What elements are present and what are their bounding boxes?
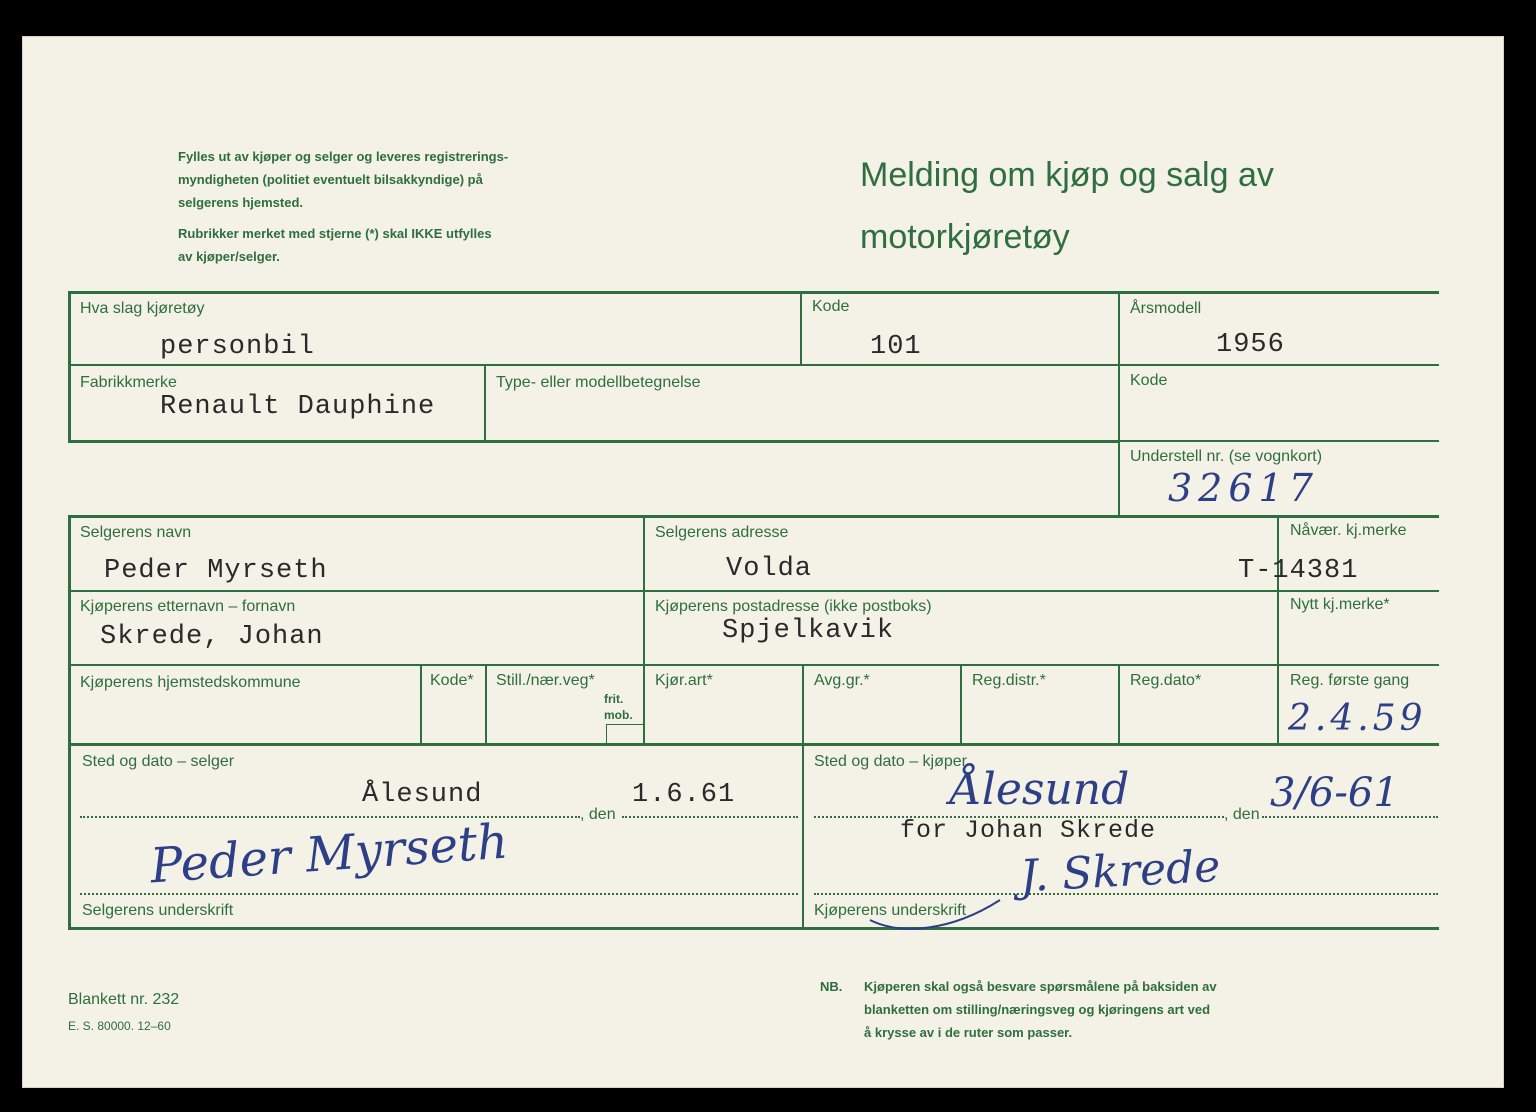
firstreg-value: 2.4.59 [1288,698,1427,739]
fee-label: Avg.gr.* [814,672,870,689]
code2-label: Kode [1130,372,1168,389]
chassis-value: 32617 [1168,466,1319,510]
signature-flourish [860,880,1060,940]
make-value: Renault Dauphine [160,392,436,422]
chassis-label: Understell nr. (se vognkort) [1130,448,1323,465]
buyer-postal-label: Kjøperens postadresse (ikke postboks) [655,598,932,615]
buyer-name-value: Skrede, Johan [100,622,324,652]
seller-address-label: Selgerens adresse [655,524,789,541]
nb-label: NB. [820,979,843,994]
year-label: Årsmodell [1130,300,1202,317]
rule [68,291,1439,294]
instructions-line: Fylles ut av kjøper og selger og leveres registrerings- [178,149,509,164]
municipality-label: Kjøperens hjemstedskommune [80,674,301,691]
buyer-den: , den [1224,806,1260,823]
rule [1118,291,1120,515]
regdate-label: Reg.dato* [1130,672,1202,689]
buyer-place-label: Sted og dato – kjøper [814,753,967,770]
buyer-postal-value: Spjelkavik [722,616,895,646]
rule [960,666,962,745]
rule [68,664,1439,666]
frit-label: frit. [604,692,624,706]
row4-code-label: Kode* [430,672,474,689]
seller-name-label: Selgerens navn [80,524,192,541]
seller-signature: Peder Myrseth [148,813,510,895]
year-value: 1956 [1216,330,1285,360]
rule [1120,440,1439,442]
rule [606,724,643,725]
rule [68,440,1120,443]
rule [1277,515,1279,745]
rule [484,366,486,442]
rule [802,666,804,928]
rule [68,515,71,930]
rule [643,515,645,745]
driving-label: Kjør.art* [655,672,713,689]
rule [420,666,422,745]
instructions-line: myndigheten (politiet eventuelt bilsakkyndige) på [178,172,483,187]
seller-place-value: Ålesund [362,780,483,810]
form-number: Blankett nr. 232 [68,991,180,1008]
rule [606,724,607,744]
seller-name-value: Peder Myrseth [104,556,328,586]
rule [68,743,1439,746]
buyer-date-value: 3/6-61 [1270,770,1399,816]
seller-date-value: 1.6.61 [632,780,736,810]
buyer-signature: J. Skrede [1018,840,1222,903]
instructions-line: selgerens hjemsted. [178,195,303,210]
instructions [178,145,508,268]
print-info: E. S. 80000. 12–60 [68,1019,171,1033]
nb-line: Kjøperen skal også besvare spørsmålene på baksiden av [864,979,1217,994]
code-value: 101 [870,332,922,362]
occupation-label: Still./nær.veg* [496,672,595,689]
new-plate-label: Nytt kj.merke* [1290,596,1390,613]
plate-value: T-14381 [1238,556,1359,586]
rule [68,927,1439,930]
vehicle-type-label: Hva slag kjøretøy [80,300,205,317]
make-label: Fabrikkmerke [80,374,177,391]
nb-line: blanketten om stilling/næringsveg og kjøringens art ved [864,1002,1211,1017]
nb-note [864,975,1217,1044]
title-line-1: Melding om kjøp og salg av [860,156,1274,194]
vehicle-type-value: personbil [160,332,315,362]
seller-sig-label: Selgerens underskrift [82,902,234,919]
instructions-line: Rubrikker merket med stjerne (*) skal IKKE utfylles [178,226,492,241]
rule [485,666,487,745]
buyer-for: for Johan Skrede [900,816,1157,845]
rule [68,364,1439,366]
title-line-2: motorkjøretøy [860,218,1070,256]
firstreg-label: Reg. første gang [1290,672,1410,689]
buyer-sig-label: Kjøperens underskrift [814,902,967,919]
plate-label: Nåvær. kj.merke [1290,522,1407,539]
seller-date-line [622,816,798,818]
seller-sig-line [80,893,798,895]
rule [800,291,802,366]
rule [68,515,1439,518]
seller-place-label: Sted og dato – selger [82,753,235,770]
regdistr-label: Reg.distr.* [972,672,1046,689]
seller-den: , den [580,806,616,823]
buyer-name-label: Kjøperens etternavn – fornavn [80,598,296,615]
code-label: Kode [812,298,850,315]
buyer-place-value: Ålesund [950,764,1130,815]
mob-label: mob. [604,708,633,722]
rule [1118,666,1120,745]
nb-line: å krysse av i de ruter som passer. [864,1025,1073,1040]
seller-address-value: Volda [726,554,813,584]
rule [68,291,71,443]
instructions-line: av kjøper/selger. [178,249,280,264]
form-title [860,144,1274,268]
buyer-date-line [1262,816,1438,818]
model-label: Type- eller modellbetegnelse [496,374,701,391]
rule [68,590,1439,592]
